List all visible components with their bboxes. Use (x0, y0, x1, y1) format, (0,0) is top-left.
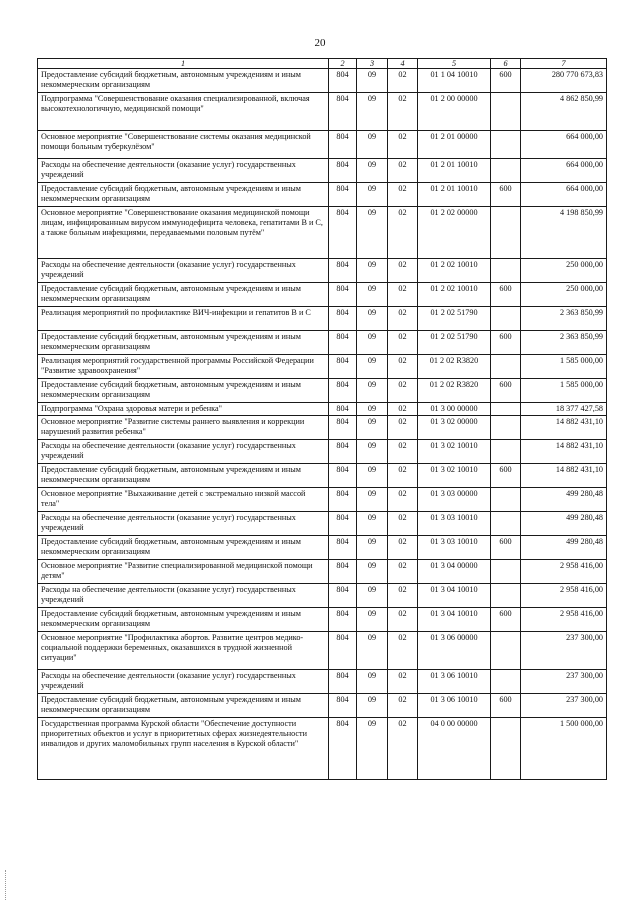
expense-type-cell: 600 (491, 536, 521, 560)
row-name-cell: Расходы на обеспечение деятельности (оказание услуг) государственных учреждений (38, 159, 329, 183)
ministry-code-cell: 804 (329, 283, 357, 307)
section-code-cell: 09 (357, 331, 388, 355)
table-row (38, 93, 607, 131)
target-article-cell: 01 1 04 10010 (418, 69, 491, 93)
column-header-7: 7 (521, 59, 607, 69)
ministry-code-cell: 804 (329, 131, 357, 159)
ministry-code-cell: 804 (329, 584, 357, 608)
row-name-cell: Реализация мероприятий государственной программы Российской Федерации "Развитие здравоохранения" (38, 355, 329, 379)
expense-type-cell (491, 159, 521, 183)
expense-type-cell (491, 355, 521, 379)
subsection-code-cell: 02 (388, 416, 418, 440)
amount-cell: 280 770 673,83 (521, 69, 607, 93)
table-row (38, 718, 607, 780)
ministry-code-cell: 804 (329, 670, 357, 694)
budget-table (37, 58, 607, 780)
target-article-cell: 01 3 00 00000 (418, 403, 491, 416)
section-code-cell: 09 (357, 183, 388, 207)
section-code-cell: 09 (357, 694, 388, 718)
ministry-code-cell: 804 (329, 379, 357, 403)
ministry-code-cell: 804 (329, 207, 357, 259)
margin-marks (5, 870, 8, 900)
row-name-cell: Предоставление субсидий бюджетным, автономным учреждениям и иным некоммерческим организациям (38, 283, 329, 307)
target-article-cell: 01 2 02 R3820 (418, 379, 491, 403)
ministry-code-cell: 804 (329, 512, 357, 536)
row-name-cell: Основное мероприятие "Совершенствование системы оказания медицинской помощи больным туберкулёзом" (38, 131, 329, 159)
expense-type-cell (491, 207, 521, 259)
expense-type-cell (491, 512, 521, 536)
section-code-cell: 09 (357, 440, 388, 464)
section-code-cell: 09 (357, 93, 388, 131)
amount-cell: 1 585 000,00 (521, 379, 607, 403)
target-article-cell: 01 3 04 10010 (418, 584, 491, 608)
table-row (38, 608, 607, 632)
target-article-cell: 01 3 06 00000 (418, 632, 491, 670)
table-row (38, 379, 607, 403)
amount-cell: 14 882 431,10 (521, 464, 607, 488)
row-name-cell: Предоставление субсидий бюджетным, автономным учреждениям и иным некоммерческим организациям (38, 69, 329, 93)
section-code-cell: 09 (357, 416, 388, 440)
section-code-cell: 09 (357, 207, 388, 259)
expense-type-cell (491, 416, 521, 440)
target-article-cell: 01 3 02 10010 (418, 464, 491, 488)
ministry-code-cell: 804 (329, 608, 357, 632)
ministry-code-cell: 804 (329, 69, 357, 93)
table-header-row (38, 59, 607, 69)
table-body (38, 69, 607, 780)
subsection-code-cell: 02 (388, 331, 418, 355)
amount-cell: 237 300,00 (521, 632, 607, 670)
ministry-code-cell: 804 (329, 694, 357, 718)
column-header-2: 2 (329, 59, 357, 69)
subsection-code-cell: 02 (388, 307, 418, 331)
ministry-code-cell: 804 (329, 464, 357, 488)
section-code-cell: 09 (357, 69, 388, 93)
target-article-cell: 01 3 06 10010 (418, 694, 491, 718)
target-article-cell: 01 3 06 10010 (418, 670, 491, 694)
section-code-cell: 09 (357, 536, 388, 560)
row-name-cell: Предоставление субсидий бюджетным, автономным учреждениям и иным некоммерческим организациям (38, 379, 329, 403)
expense-type-cell: 600 (491, 183, 521, 207)
table-row (38, 488, 607, 512)
ministry-code-cell: 804 (329, 560, 357, 584)
subsection-code-cell: 02 (388, 670, 418, 694)
expense-type-cell (491, 131, 521, 159)
amount-cell: 2 363 850,99 (521, 331, 607, 355)
target-article-cell: 01 3 04 00000 (418, 560, 491, 584)
target-article-cell: 01 2 00 00000 (418, 93, 491, 131)
section-code-cell: 09 (357, 259, 388, 283)
row-name-cell: Основное мероприятие "Профилактика абортов. Развитие центров медико-социальной поддержки беременных, оказавшихся в трудной жизненной ситуации" (38, 632, 329, 670)
amount-cell: 1 500 000,00 (521, 718, 607, 780)
amount-cell: 2 958 416,00 (521, 560, 607, 584)
section-code-cell: 09 (357, 584, 388, 608)
section-code-cell: 09 (357, 670, 388, 694)
row-name-cell: Основное мероприятие "Выхаживание детей с экстремально низкой массой тела" (38, 488, 329, 512)
column-header-6: 6 (491, 59, 521, 69)
section-code-cell: 09 (357, 379, 388, 403)
amount-cell: 499 280,48 (521, 512, 607, 536)
table-row (38, 259, 607, 283)
amount-cell: 664 000,00 (521, 159, 607, 183)
section-code-cell: 09 (357, 632, 388, 670)
expense-type-cell (491, 718, 521, 780)
expense-type-cell (491, 403, 521, 416)
section-code-cell: 09 (357, 464, 388, 488)
table-row (38, 464, 607, 488)
subsection-code-cell: 02 (388, 718, 418, 780)
row-name-cell: Предоставление субсидий бюджетным, автономным учреждениям и иным некоммерческим организациям (38, 331, 329, 355)
target-article-cell: 04 0 00 00000 (418, 718, 491, 780)
subsection-code-cell: 02 (388, 608, 418, 632)
section-code-cell: 09 (357, 403, 388, 416)
row-name-cell: Предоставление субсидий бюджетным, автономным учреждениям и иным некоммерческим организациям (38, 694, 329, 718)
row-name-cell: Предоставление субсидий бюджетным, автономным учреждениям и иным некоммерческим организациям (38, 183, 329, 207)
ministry-code-cell: 804 (329, 183, 357, 207)
table-row (38, 159, 607, 183)
amount-cell: 237 300,00 (521, 670, 607, 694)
row-name-cell: Расходы на обеспечение деятельности (оказание услуг) государственных учреждений (38, 670, 329, 694)
target-article-cell: 01 2 02 51790 (418, 307, 491, 331)
expense-type-cell: 600 (491, 379, 521, 403)
amount-cell: 14 882 431,10 (521, 416, 607, 440)
subsection-code-cell: 02 (388, 355, 418, 379)
subsection-code-cell: 02 (388, 259, 418, 283)
section-code-cell: 09 (357, 131, 388, 159)
ministry-code-cell: 804 (329, 536, 357, 560)
subsection-code-cell: 02 (388, 560, 418, 584)
amount-cell: 664 000,00 (521, 183, 607, 207)
subsection-code-cell: 02 (388, 183, 418, 207)
table-row (38, 560, 607, 584)
row-name-cell: Расходы на обеспечение деятельности (оказание услуг) государственных учреждений (38, 512, 329, 536)
target-article-cell: 01 3 03 00000 (418, 488, 491, 512)
expense-type-cell (491, 560, 521, 584)
expense-type-cell: 600 (491, 464, 521, 488)
ministry-code-cell: 804 (329, 93, 357, 131)
subsection-code-cell: 02 (388, 584, 418, 608)
expense-type-cell (491, 670, 521, 694)
ministry-code-cell: 804 (329, 159, 357, 183)
row-name-cell: Подпрограмма "Совершенствование оказания специализированной, включая высокотехнологичную, медицинской помощи" (38, 93, 329, 131)
subsection-code-cell: 02 (388, 694, 418, 718)
target-article-cell: 01 2 01 00000 (418, 131, 491, 159)
expense-type-cell (491, 488, 521, 512)
subsection-code-cell: 02 (388, 69, 418, 93)
table-row (38, 440, 607, 464)
ministry-code-cell: 804 (329, 331, 357, 355)
row-name-cell: Основное мероприятие "Развитие системы раннего выявления и коррекции нарушений развития ребенка" (38, 416, 329, 440)
expense-type-cell: 600 (491, 608, 521, 632)
subsection-code-cell: 02 (388, 440, 418, 464)
section-code-cell: 09 (357, 283, 388, 307)
row-name-cell: Расходы на обеспечение деятельности (оказание услуг) государственных учреждений (38, 584, 329, 608)
amount-cell: 499 280,48 (521, 536, 607, 560)
subsection-code-cell: 02 (388, 207, 418, 259)
amount-cell: 2 363 850,99 (521, 307, 607, 331)
amount-cell: 18 377 427,58 (521, 403, 607, 416)
ministry-code-cell: 804 (329, 403, 357, 416)
section-code-cell: 09 (357, 608, 388, 632)
table-row (38, 632, 607, 670)
table-row (38, 512, 607, 536)
target-article-cell: 01 2 02 R3820 (418, 355, 491, 379)
section-code-cell: 09 (357, 355, 388, 379)
subsection-code-cell: 02 (388, 536, 418, 560)
table-row (38, 207, 607, 259)
amount-cell: 1 585 000,00 (521, 355, 607, 379)
target-article-cell: 01 2 01 10010 (418, 183, 491, 207)
column-header-5: 5 (418, 59, 491, 69)
expense-type-cell (491, 584, 521, 608)
row-name-cell: Государственная программа Курской области "Обеспечение доступности приоритетных объектов и услуг в приоритетных сферах жизнедеятельности инвалидов и других маломобильных групп населения в Курской области" (38, 718, 329, 780)
expense-type-cell: 600 (491, 283, 521, 307)
table-row (38, 403, 607, 416)
row-name-cell: Расходы на обеспечение деятельности (оказание услуг) государственных учреждений (38, 259, 329, 283)
table-row (38, 670, 607, 694)
row-name-cell: Основное мероприятие "Совершенствование оказания медицинской помощи лицам, инфицированным вирусом иммунодефицита человека, гепатитами В и С, а также больным инфекциями, передаваемыми половым путём" (38, 207, 329, 259)
amount-cell: 250 000,00 (521, 283, 607, 307)
table-row (38, 131, 607, 159)
target-article-cell: 01 2 02 00000 (418, 207, 491, 259)
subsection-code-cell: 02 (388, 159, 418, 183)
column-header-1: 1 (38, 59, 329, 69)
target-article-cell: 01 3 04 10010 (418, 608, 491, 632)
amount-cell: 2 958 416,00 (521, 608, 607, 632)
amount-cell: 4 862 850,99 (521, 93, 607, 131)
expense-type-cell: 600 (491, 694, 521, 718)
subsection-code-cell: 02 (388, 93, 418, 131)
section-code-cell: 09 (357, 159, 388, 183)
expense-type-cell (491, 440, 521, 464)
expense-type-cell: 600 (491, 331, 521, 355)
amount-cell: 250 000,00 (521, 259, 607, 283)
table-row (38, 416, 607, 440)
ministry-code-cell: 804 (329, 416, 357, 440)
table-row (38, 283, 607, 307)
section-code-cell: 09 (357, 560, 388, 584)
expense-type-cell (491, 307, 521, 331)
section-code-cell: 09 (357, 488, 388, 512)
target-article-cell: 01 3 02 10010 (418, 440, 491, 464)
table-row (38, 69, 607, 93)
ministry-code-cell: 804 (329, 632, 357, 670)
amount-cell: 2 958 416,00 (521, 584, 607, 608)
amount-cell: 4 198 850,99 (521, 207, 607, 259)
subsection-code-cell: 02 (388, 464, 418, 488)
table-row (38, 183, 607, 207)
subsection-code-cell: 02 (388, 379, 418, 403)
ministry-code-cell: 804 (329, 355, 357, 379)
table-row (38, 307, 607, 331)
column-header-3: 3 (357, 59, 388, 69)
row-name-cell: Подпрограмма "Охрана здоровья матери и ребенка" (38, 403, 329, 416)
target-article-cell: 01 3 03 10010 (418, 512, 491, 536)
target-article-cell: 01 3 02 00000 (418, 416, 491, 440)
subsection-code-cell: 02 (388, 283, 418, 307)
row-name-cell: Предоставление субсидий бюджетным, автономным учреждениям и иным некоммерческим организациям (38, 536, 329, 560)
ministry-code-cell: 804 (329, 440, 357, 464)
target-article-cell: 01 2 01 10010 (418, 159, 491, 183)
amount-cell: 499 280,48 (521, 488, 607, 512)
amount-cell: 237 300,00 (521, 694, 607, 718)
section-code-cell: 09 (357, 512, 388, 536)
expense-type-cell (491, 259, 521, 283)
row-name-cell: Предоставление субсидий бюджетным, автономным учреждениям и иным некоммерческим организациям (38, 464, 329, 488)
row-name-cell: Предоставление субсидий бюджетным, автономным учреждениям и иным некоммерческим организациям (38, 608, 329, 632)
subsection-code-cell: 02 (388, 488, 418, 512)
ministry-code-cell: 804 (329, 259, 357, 283)
target-article-cell: 01 2 02 51790 (418, 331, 491, 355)
table-row (38, 584, 607, 608)
table-row (38, 331, 607, 355)
row-name-cell: Расходы на обеспечение деятельности (оказание услуг) государственных учреждений (38, 440, 329, 464)
subsection-code-cell: 02 (388, 512, 418, 536)
table-row (38, 355, 607, 379)
subsection-code-cell: 02 (388, 403, 418, 416)
ministry-code-cell: 804 (329, 307, 357, 331)
row-name-cell: Основное мероприятие "Развитие специализированной медицинской помощи детям" (38, 560, 329, 584)
section-code-cell: 09 (357, 307, 388, 331)
target-article-cell: 01 2 02 10010 (418, 283, 491, 307)
target-article-cell: 01 2 02 10010 (418, 259, 491, 283)
subsection-code-cell: 02 (388, 131, 418, 159)
section-code-cell: 09 (357, 718, 388, 780)
column-header-4: 4 (388, 59, 418, 69)
expense-type-cell (491, 632, 521, 670)
ministry-code-cell: 804 (329, 488, 357, 512)
table-row (38, 536, 607, 560)
row-name-cell: Реализация мероприятий по профилактике ВИЧ-инфекции и гепатитов В и С (38, 307, 329, 331)
subsection-code-cell: 02 (388, 632, 418, 670)
table-row (38, 694, 607, 718)
page-number: 20 (314, 37, 326, 49)
expense-type-cell (491, 93, 521, 131)
expense-type-cell: 600 (491, 69, 521, 93)
amount-cell: 14 882 431,10 (521, 440, 607, 464)
ministry-code-cell: 804 (329, 718, 357, 780)
amount-cell: 664 000,00 (521, 131, 607, 159)
target-article-cell: 01 3 03 10010 (418, 536, 491, 560)
